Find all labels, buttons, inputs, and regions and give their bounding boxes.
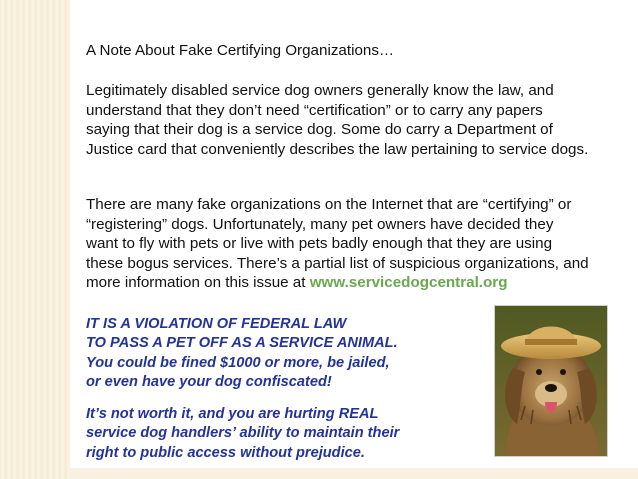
intro-paragraph: Legitimately disabled service dog owners generally know the law, and understand that they don’t need “certification” or to carry any papers saying that their dog is a service dog. Some do carry a Department of Justice card that conveniently describes the law pertaining to service dogs. [86,82,589,158]
decorative-side-strip [0,0,71,479]
fake-organizations-paragraph [86,195,626,293]
slide-heading: A Note About Fake Certifying Organizations… [86,42,395,59]
dog-photo [494,305,608,457]
servicedogcentral-link[interactable]: www.servicedogcentral.org [309,274,508,292]
fake-organizations-text: There are many fake organizations on the Internet that are “certifying” or “registering” dogs. Unfortunately, many pet owners have decided they want to fly with pets or live with pets badly enough that they are using these bogus services. There’s a partial list of suspicious organizations, and more information on this issue at [86,196,589,292]
federal-law-warning: IT IS A VIOLATION OF FEDERAL LAW TO PASS A PET OFF AS A SERVICE ANIMAL. You could be fined $1000 or more, be jailed, or even have your dog confiscated! [86,316,398,391]
dog-in-hat-image [495,306,607,456]
closing-statement: It’s not worth it, and you are hurting REAL service dog handlers’ ability to maintain their right to public access without prejudice. [86,406,400,461]
decorative-bottom-strip [70,468,638,479]
